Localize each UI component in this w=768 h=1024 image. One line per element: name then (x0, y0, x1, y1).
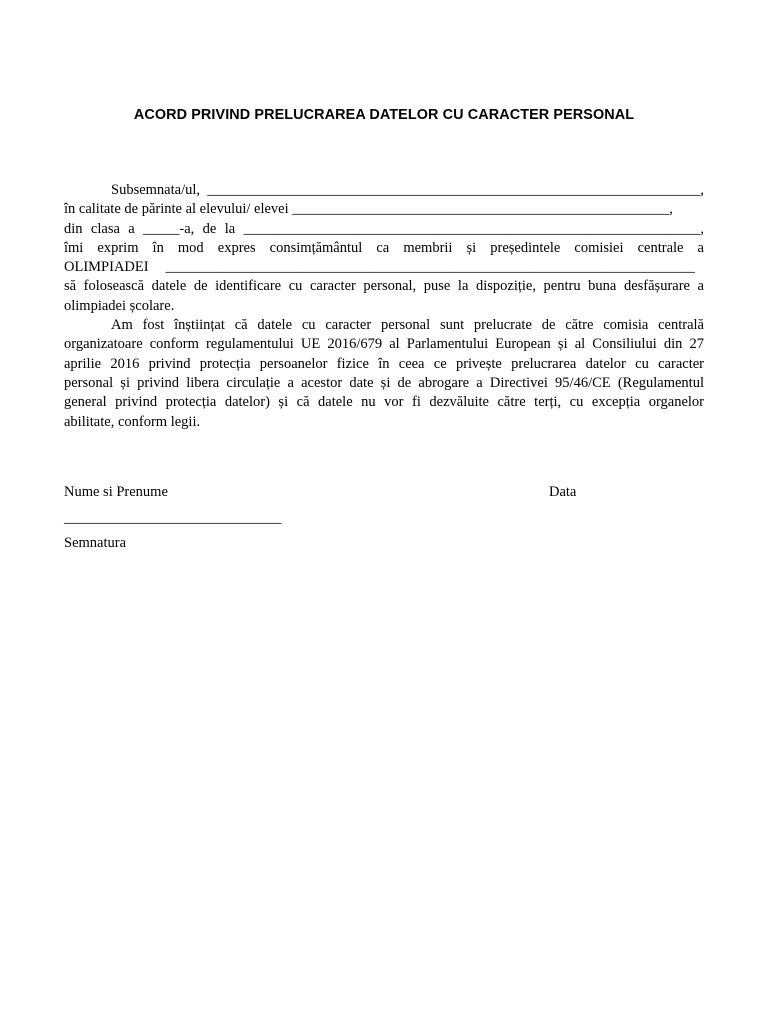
line-7: olimpiadei școlare. (64, 297, 175, 314)
line-3: din clasa a _____-a, de la _______________________________________________________________, (64, 220, 704, 237)
line-12: general privind protecția datelor) și că datele nu vor fi dezvăluite către terți, cu excepția organelor (64, 394, 704, 411)
line-11: personal și privind libera circulație a acestor date și de abrogare a Directivei 95/46/CE (Regulamentul (64, 374, 704, 391)
line-8: Am fost înștiințat că datele cu caracter personal sunt prelucrate de către comisia centrală (111, 317, 704, 334)
date-label: Data (549, 484, 577, 500)
line-5 (64, 258, 704, 277)
olimpiadei-label: OLIMPIADEI (64, 259, 149, 276)
line-4: îmi exprim în mod expres consimțământul ca membrii și președintele comisiei centrale a (64, 239, 704, 256)
line-9: organizatoare conform regulamentului UE 2016/679 al Parlamentului European și al Consiliului din 27 (64, 336, 704, 353)
line-10: aprilie 2016 privind protecția persoanelor fizice în ceea ce privește prelucrarea datelor cu caracter (64, 355, 704, 372)
line-2: în calitate de părinte al elevului/ elevei ____________________________________________________, (64, 201, 673, 218)
document-body (64, 181, 704, 432)
name-label: Nume si Prenume (64, 484, 168, 500)
signature-line: ______________________________ (64, 510, 282, 526)
document-title: ACORD PRIVIND PRELUCRAREA DATELOR CU CARACTER PERSONAL (133, 107, 635, 123)
line-1: Subsemnata/ul, ____________________________________________________________________, (111, 182, 704, 198)
line-13: abilitate, conform legii. (64, 413, 201, 430)
olimpiadei-blank: _________________________________________________________________________ (165, 259, 695, 276)
line-6: să folosească datele de identificare cu caracter personal, puse la dispoziție, pentru buna desfășurare a (64, 278, 704, 295)
signature-label: Semnatura (64, 535, 127, 551)
